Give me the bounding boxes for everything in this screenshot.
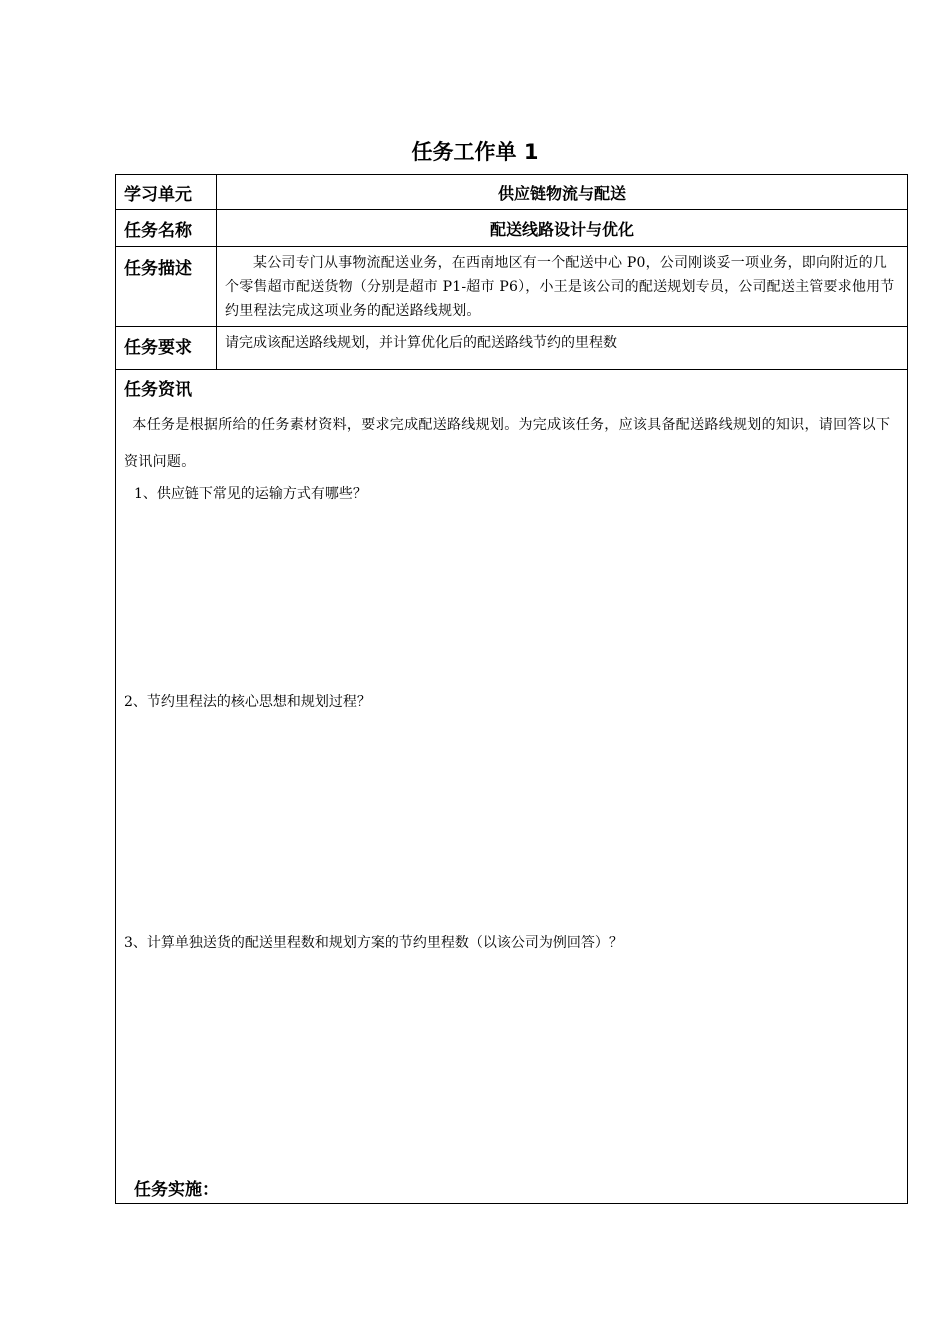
unit-value: 供应链物流与配送 (497, 184, 626, 203)
row-divider (116, 369, 907, 370)
info-label: 任务资讯 (124, 380, 192, 400)
description-text: 某公司专门从事物流配送业务，在西南地区有一个配送中心 P0，公司刚谈妥一项业务，即向附近的几个零售超市配送货物（分别是超市 P1-超市 P6），小王是该公司的配送规划专员，公司配送主管要求他用节约里程法完成这项业务的配送路线规划。 (225, 255, 895, 319)
requirement-text: 请完成该配送路线规划，并计算优化后的配送路线节约的里程数 (225, 335, 617, 351)
column-divider (216, 175, 217, 369)
task-worksheet-table (115, 174, 908, 1204)
requirement-label: 任务要求 (124, 338, 192, 358)
task-name-label: 任务名称 (124, 221, 192, 241)
task-name-value: 配送线路设计与优化 (489, 220, 634, 239)
page-title: 任务工作单 1 (411, 140, 539, 164)
row-divider (116, 246, 907, 247)
implementation-label: 任务实施： (134, 1180, 219, 1200)
description-label: 任务描述 (124, 259, 192, 279)
question-2: 2、节约里程法的核心思想和规划过程？ (124, 694, 371, 710)
info-intro: 本任务是根据所给的任务素材资料，要求完成配送路线规划。为完成该任务，应该具备配送路线规划的知识，请回答以下资讯问题。 (124, 417, 891, 470)
row-divider (116, 326, 907, 327)
question-1: 1、供应链下常见的运输方式有哪些？ (134, 486, 367, 502)
unit-label: 学习单元 (124, 185, 192, 205)
row-divider (116, 209, 907, 210)
question-3: 3、计算单独送货的配送里程数和规划方案的节约里程数（以该公司为例回答）？ (124, 935, 623, 951)
